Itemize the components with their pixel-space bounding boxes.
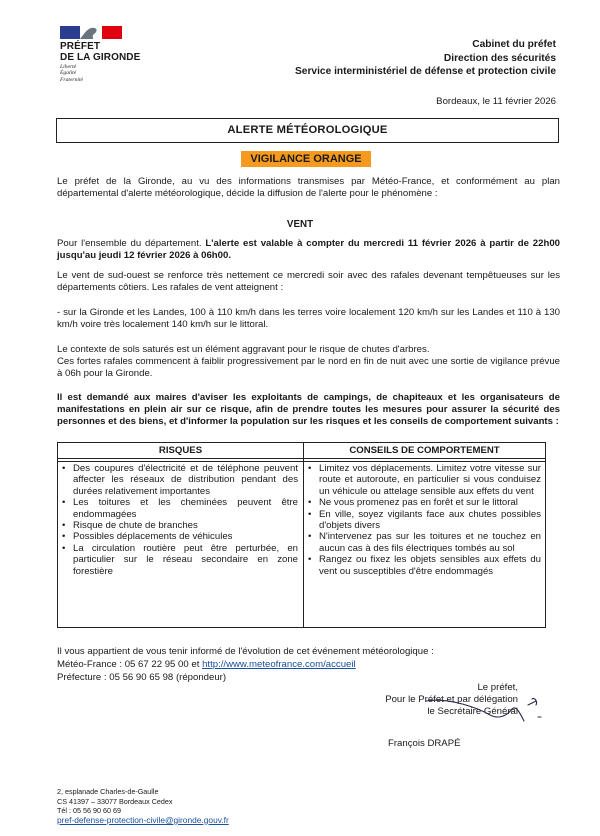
context-paragraph [57, 344, 560, 381]
address-line2: CS 41397 – 33077 Bordeaux Cedex [57, 796, 173, 806]
motto-fraternite: Fraternité [60, 76, 83, 83]
marianne-logo-icon [60, 26, 122, 39]
alert-title-box [56, 118, 559, 143]
phone-number: Tél : 05 56 90 60 69 [57, 806, 121, 816]
prefecture-contact: Préfecture : 05 56 90 65 98 (répondeur) [57, 672, 227, 684]
email-link[interactable]: pref-defense-protection-civile@gironde.gouv.fr [57, 814, 229, 825]
wind-detail: - sur la Gironde et les Landes, 100 à 110 km/h dans les terres voire localement 120 km/h sur les Landes et 110 à 130 km/h voire très localement 140 km/h sur le littoral. [57, 307, 560, 331]
table-divider-bottom [58, 461, 545, 462]
risks-list [62, 463, 298, 577]
risks-advice-table [57, 442, 546, 628]
list-item: • Les toitures et les cheminées peuvent être endommagées [62, 497, 298, 520]
context-line2: Ces fortes rafales commencent à faiblir progressivement par le nord en fin de nuit avec une sortie de vigilance prévue à 06h pour la Gironde. [57, 356, 560, 380]
list-item: • Des coupures d'électricité et de téléphone peuvent affecter les réseaux de distribution pendant des durées relativement importantes [62, 463, 298, 497]
handwritten-signature [420, 695, 550, 727]
list-item: • La circulation routière peut être perturbée, en particulier sur le réseau secondaire en zone forestière [62, 542, 298, 577]
office-line1: Cabinet du préfet [472, 39, 556, 50]
table-divider-top [58, 458, 545, 459]
list-item: • Possibles déplacements de véhicules [62, 531, 233, 543]
meteo-contact: Météo-France : 05 67 22 95 00 et http://www.meteofrance.com/accueil [57, 659, 356, 671]
list-item: • Limitez vos déplacements. Limitez votre vitesse sur route et autoroute, en particulier si vous conduisez un véhicule ou attelage sensible aux effets du vent [308, 463, 541, 497]
list-item: • Ne vous promenez pas en forêt et sur le littoral [308, 497, 518, 509]
risks-header: RISQUES [158, 445, 203, 456]
signature-line1: Le préfet, [477, 682, 518, 693]
meteofrance-link[interactable]: http://www.meteofrance.com/accueil [202, 659, 356, 671]
advice-header: CONSEILS DE COMPORTEMENT [349, 445, 500, 456]
scope-normal: Pour l'ensemble du département. [57, 238, 206, 249]
signature-line2: Pour le Préfet et par délégation [385, 694, 518, 705]
office-line3: Service interministériel de défense et protection civile [294, 66, 556, 77]
logo-title-line2: DE LA GIRONDE [60, 52, 141, 63]
scope-paragraph [57, 238, 560, 262]
address-block [57, 787, 229, 825]
advice-list [308, 463, 541, 577]
list-item: • Rangez ou fixez les objets sensibles aux effets du vent ou susceptibles d'être endommagés [308, 554, 541, 577]
list-item: • En ville, soyez vigilants face aux chutes possibles d'objets divers [308, 508, 541, 532]
scope-validity: L'alerte est valable à compter du mercredi 11 février 2026 à partir de 22h00 jusqu'au jeudi 12 février 2026 à 06h00. [57, 238, 560, 262]
republic-motto [60, 64, 83, 83]
phenomenon-title: VENT [286, 219, 314, 230]
info-line: Il vous appartient de vous tenir informé de l'évolution de cet événement météorologique : [57, 646, 434, 657]
table-divider-vertical [303, 443, 304, 627]
signature-line3: le Secrétaire Général [427, 706, 518, 717]
intro-paragraph: Le préfet de la Gironde, au vu des informations transmises par Météo-France, et conformément au plan départemental d'alerte météorologique, décide la diffusion de l'alerte pour le phénomène : [57, 176, 560, 200]
office-line2: Direction des sécurités [443, 52, 556, 64]
address-line1: 2, esplanade Charles-de-Gaulle [57, 787, 159, 796]
office-header [295, 38, 556, 79]
logo-title [60, 41, 140, 63]
list-item: • Risque de chute de branches [62, 520, 198, 532]
signer-name: François DRAPÉ [388, 738, 461, 749]
wind-description: Le vent de sud-ouest se renforce très nettement ce mercredi soir avec des rafales devenant tempêtueuses sur les départements côtiers. Les rafales de vent atteignent : [57, 270, 560, 294]
logo-title-line1: PRÉFET [60, 41, 101, 52]
context-line1: Le contexte de sols saturés est un élément aggravant pour le risque de chutes d'arbres. [57, 344, 430, 355]
info-block [57, 645, 557, 685]
list-item: • N'intervenez pas sur les toitures et ne touchez en aucun cas à des fils électriques tombés au sol [308, 531, 541, 554]
document-date: Bordeaux, le 11 février 2026 [436, 96, 556, 107]
mayors-request: Il est demandé aux maires d'aviser les exploitants de campings, de chapiteaux et les organisateurs de manifestations en plein air sur ce risque, afin de prendre toutes les mesures pour assurer la sécurité des personnes et des biens, et d'informer la population sur les risques et les conseils de comportement suivants : [57, 392, 560, 428]
vigilance-level-badge: VIGILANCE ORANGE [241, 151, 371, 167]
motto-liberte: Liberté [60, 64, 77, 70]
motto-egalite: Égalité [60, 70, 77, 77]
alert-title: ALERTE MÉTÉOROLOGIQUE [227, 124, 388, 136]
